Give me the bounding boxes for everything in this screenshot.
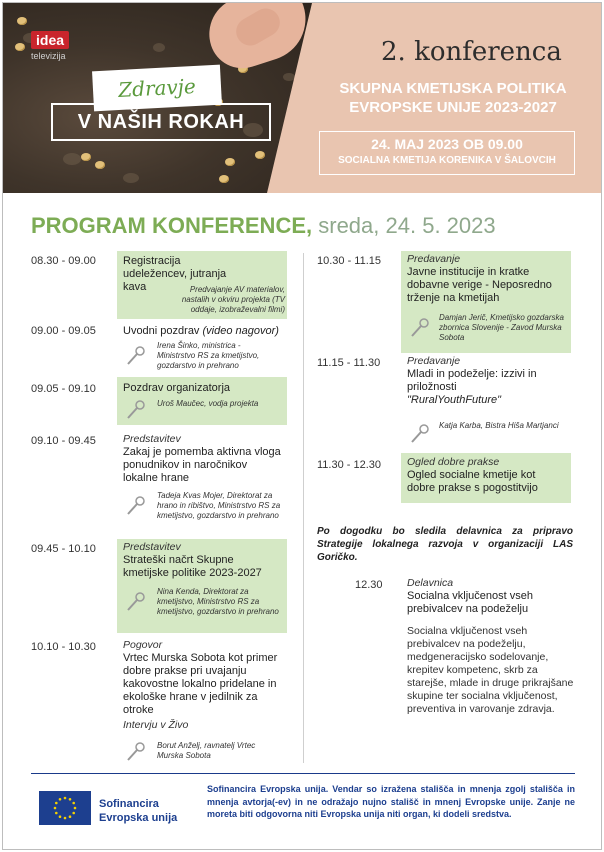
agenda-item [117, 539, 287, 633]
conference-subtitle [308, 79, 598, 117]
agenda-time: 11.15 - 11.30 [317, 357, 381, 369]
conference-subtitle-line2: EVROPSKE UNIJE 2023-2027 [349, 99, 557, 116]
microphone-icon [125, 495, 147, 517]
agenda-item-title: Strateški načrt Skupne kmetijske politike 2023-2027 [123, 554, 262, 579]
microphone-icon [125, 591, 147, 613]
agenda-item [401, 251, 571, 353]
agenda-time: 09.45 - 10.10 [31, 543, 96, 555]
agenda-time: 10.30 - 11.15 [317, 255, 382, 267]
agenda-item-speaker: Nina Kenda, Direktorat za kmetijstvo, Ministrstvo RS za kmetijstvo, gozdarstvo in prehrano [157, 587, 279, 616]
conference-subtitle-line1: SKUPNA KMETIJSKA POLITIKA [339, 80, 567, 97]
agenda-item [117, 321, 287, 373]
conference-title: 2. konferenca [381, 37, 562, 67]
agenda-item-category: Predstavitev [123, 433, 181, 445]
agenda-item [401, 353, 571, 449]
agenda-item-category: Delavnica [407, 577, 454, 589]
conference-date: 24. MAJ 2023 OB 09.00 [371, 136, 523, 152]
agenda-item-title: Mladi in podeželje: izzivi in priložnosti "RuralYouthFuture" [407, 368, 537, 406]
agenda-item-category: Ogled dobre prakse [407, 456, 500, 468]
agenda-item-title: Registracija udeležencev, jutranja kava [123, 255, 227, 293]
agenda-item [117, 251, 287, 319]
header [3, 3, 601, 193]
agenda-item-speaker: Uroš Maučec, vodja projekta [157, 399, 259, 408]
eu-flag-icon [39, 791, 91, 825]
agenda-time: 09.05 - 09.10 [31, 383, 96, 395]
agenda-item [401, 453, 571, 503]
agenda-item-title: Vrtec Murska Sobota kot primer dobre prakse pri uvajanju kakovostne lokalno pridelane in ekološke hrane v jedilnik za otroke [123, 652, 278, 716]
conference-flyer [2, 2, 602, 850]
workshop-description: Socialna vključenost vseh prebivalcev na podeželju, medgeneracijsko sodelovanje, krepitev kompetenc, skrb za starejše, mlade in druge prikrajšane skupine ter socialna vključenost, preventiva in varovanje zdravja. [407, 625, 574, 715]
header-photo [3, 3, 313, 193]
microphone-icon [409, 317, 431, 339]
agenda-item-speaker: Predvajanje AV materialov, nastalih v okviru projekta (TV oddaje, izobraževalni filmi) [181, 285, 285, 314]
tagline-main: V NAŠIH ROKAH [77, 110, 245, 133]
agenda-item-title: Pozdrav organizatorja [123, 382, 231, 394]
agenda-time: 09.00 - 09.05 [31, 325, 96, 337]
workshop-note: Po dogodku bo sledila delavnica za pripravo Strategije lokalnega razvoja v organizaciji LAS Goričko. [317, 526, 573, 563]
microphone-icon [125, 345, 147, 367]
agenda-item-title: Zakaj je pomemba aktivna vloga ponudnikov in naročnikov lokalne hrane [123, 446, 281, 484]
microphone-icon [125, 399, 147, 421]
agenda-item-title: Uvodni pozdrav (video nagovor) [123, 325, 279, 337]
agenda-item [401, 575, 573, 621]
agenda-item-category: Predavanje [407, 355, 461, 367]
agenda-item-speaker: Katja Karba, Bistra Hiša Martjanci [439, 421, 559, 430]
agenda-item-subcategory: Intervju v Živo [123, 719, 189, 731]
agenda-item-speaker: Irena Šinko, ministrica - Ministrstvo RS za kmetijstvo, gozdarstvo in prehrano [157, 341, 260, 370]
agenda-item-category: Pogovor [123, 639, 163, 651]
idea-logo-subtitle: televizija [31, 51, 66, 61]
agenda-item-title: Socialna vključenost vseh prebivalcev na podeželju [407, 590, 533, 615]
agenda-item-title: Javne institucije in kratke dobavne verige - Neposredno trženje na kmetijah [407, 266, 552, 304]
agenda-time: 11.30 - 12.30 [317, 459, 382, 471]
idea-logo: idea [31, 31, 69, 49]
column-divider [303, 253, 304, 763]
agenda-time: 08.30 - 09.00 [31, 255, 96, 267]
agenda-time: 09.10 - 09.45 [31, 435, 96, 447]
agenda-item-category: Predstavitev [123, 541, 181, 553]
program-title-main: PROGRAM KONFERENCE, [31, 213, 313, 238]
agenda-item-speaker: Damjan Jerič, Kmetijsko gozdarska zbornica Slovenije - Zavod Murska Sobota [439, 313, 564, 342]
footer-divider [31, 773, 575, 774]
microphone-icon [125, 741, 147, 763]
microphone-icon [409, 423, 431, 445]
agenda-item [117, 431, 287, 533]
agenda-item [117, 377, 287, 425]
agenda-item-title-extra: (video nagovor) [202, 325, 279, 337]
agenda-item-speaker: Borut Anželj, ravnatelj Vrtec Murska Sobota [157, 741, 256, 760]
tagline-box [51, 103, 271, 141]
agenda-item-category: Predavanje [407, 253, 461, 265]
agenda-time: 12.30 [355, 579, 383, 591]
program-title [31, 213, 496, 239]
agenda-item-title-italic: "RuralYouthFuture" [407, 394, 502, 406]
eu-disclaimer: Sofinancira Evropska unija. Vendar so izražena stališča in mnenja zgolj stališča in mnenja avtorja(-ev) in ne odražajo nujno stališč in mnenj Evropske unije. Zanje ne moreta biti odgovorna niti Evropska unija niti organ, ki dodeli sredstva. [207, 784, 575, 819]
agenda-item-speaker: Tadeja Kvas Mojer, Direktorat za hrano in ribištvo, Ministrstvo RS za kmetijstvo, gozdarstvo in prehrano [157, 491, 281, 520]
tagline-script: Zdravje [117, 73, 197, 103]
date-location-box [319, 131, 575, 175]
agenda-time: 10.10 - 10.30 [31, 641, 96, 653]
agenda-item-title: Ogled socialne kmetije kot dobre prakse s pogostitvijo [407, 469, 538, 494]
agenda-item [117, 637, 287, 769]
program-date: sreda, 24. 5. 2023 [318, 213, 496, 238]
conference-location: SOCIALNA KMETIJA KORENIKA V ŠALOVCIH [338, 155, 556, 166]
eu-cofunding-label: Sofinancira Evropska unija [99, 798, 178, 824]
